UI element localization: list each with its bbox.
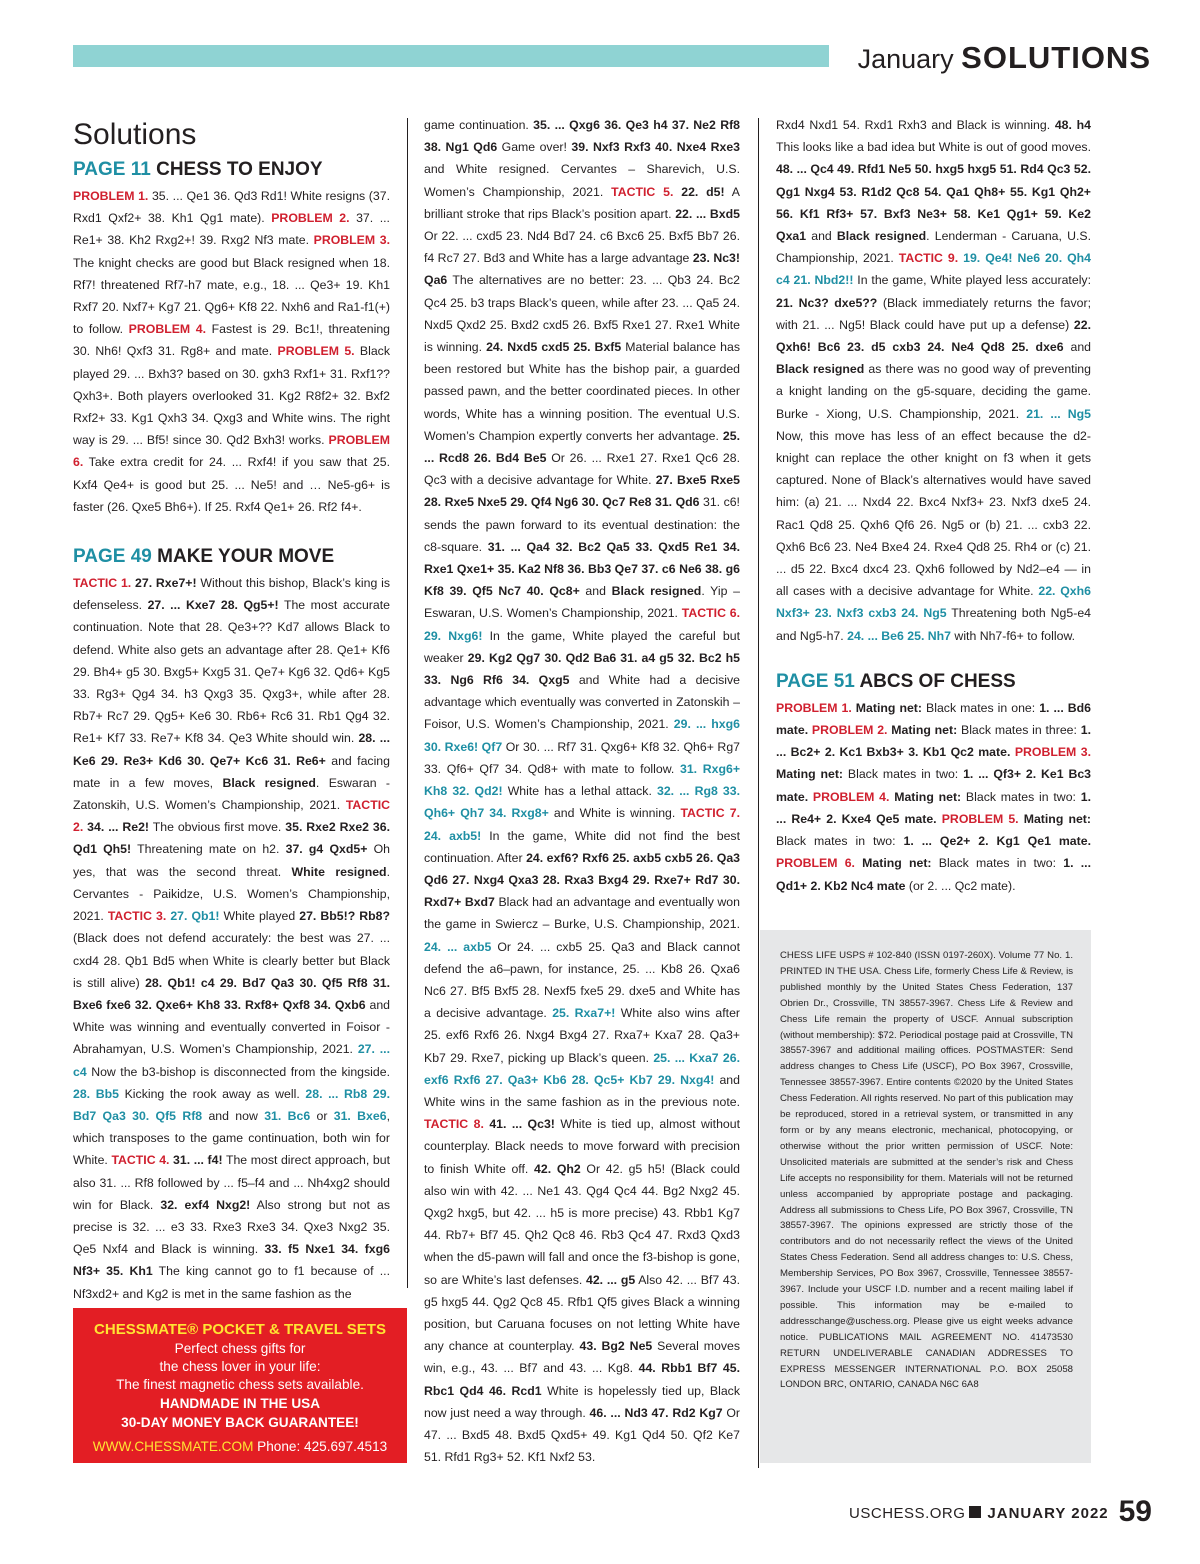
footer-issue: JANUARY 2022 xyxy=(987,1505,1109,1522)
annotation-text: and facing mate in a few moves, xyxy=(73,753,390,790)
footer-site: USCHESS.ORG xyxy=(849,1505,966,1522)
move-text: 44. Rbb1 Bf7 45. Rbc1 Qd4 46. Rcd1 xyxy=(424,1361,740,1398)
move-text: 27. ... Kxe7 28. Qg5+! xyxy=(147,598,279,613)
move-text: 34. ... Re2! xyxy=(83,820,150,835)
annotation-text: The most direct approach, but also 31. ... Rf8 followed by ... f5–f4 and ... Nh4xg2 should win for Black. xyxy=(73,1153,390,1212)
annotation-text: A brilliant stroke that rips Black’s position apart. xyxy=(424,184,740,221)
move-text: Mating net: xyxy=(854,856,932,871)
annotation-text: White is hopelessly tied up, Black now just need a way through. xyxy=(424,1383,740,1420)
move-text: 22. ... Bxd5 xyxy=(675,206,740,221)
annotation-text: Also strong but not as precise is 32. ... e3 33. Rxe3 Rxe3 34. Qxe3 Nxg2 35. Qe5 Nxf4 and Black is winning. xyxy=(73,1197,390,1257)
solution-label: TACTIC 5. xyxy=(611,184,674,199)
move-text: 41. ... Qc3! xyxy=(483,1117,555,1132)
move-text: 27. Rxe7+! xyxy=(131,576,197,591)
annotation-text: . Eswaran - Zatonskih, U.S. Women’s Championship, 2021. xyxy=(73,775,391,813)
move-text: 24. Nxd5 cxd5 25. Bxf5 xyxy=(486,340,622,355)
move-text: 28. ... Ke6 29. Re3+ Kd6 30. Qe7+ Kc6 31. Re6+ xyxy=(73,731,391,768)
move-text: 32. exf4 Nxg2! xyxy=(160,1197,251,1212)
move-text: 27. Bxe5 Rxe5 28. Rxe5 Nxe5 29. Qf4 Ng6 30. Qc7 Re8 31. Qd6 xyxy=(424,473,740,510)
move-text: Mating net: xyxy=(887,723,958,738)
annotation-text: Several moves win, e.g., 43. ... Bf7 and 43. ... Kg8. xyxy=(424,1339,741,1376)
annotation-text: 31. c6! sends the pawn forward to its eventual destination: the c8-square. xyxy=(424,495,740,554)
chessmate-advertisement[interactable] xyxy=(73,1308,407,1463)
move-text: 43. Bg2 Ne5 xyxy=(579,1339,653,1354)
move-text: 48. h4 xyxy=(1054,118,1091,132)
annotation-text: The most accurate continuation. Note that 28. Qe3+?? Kd7 allows Black to defend. White also gets an advantage after 28. Qe1+ Kf6 29. Bh4+ g5 30. Bxg5+ Kxg5 31. Qe7+ Kg6 32. Qd6+ Kg5 33. Rg3+ Qg4 34. h3 Qxg3 35. Qxg3+, while after 28. Rb7+ Rc7 29. Qg5+ Ke6 30. Rb6+ Rc6 31. Rb1 Qg4 32. Re1+ Kf7 33. Re7+ Kf8 34. Qe3 White should win. xyxy=(73,598,390,746)
annotation-text: and White is winning. xyxy=(548,806,681,821)
annotation-text: Or 26. ... Rxe1 27. Rxe1 Qc6 28. Qc3 with a decisive advantage for White. xyxy=(424,451,740,488)
ad-line-2: the chess lover in your life: xyxy=(159,1359,321,1374)
move-text: 35. ... Qxg6 36. Qe3 h4 37. Ne2 Rf8 38. Ng1 Qd6 xyxy=(424,118,741,155)
solution-label: TACTIC 8. xyxy=(424,1117,484,1132)
annotation-text: White played xyxy=(219,909,300,924)
move-text: Black resigned xyxy=(776,362,865,377)
page-49-number: PAGE 49 xyxy=(73,546,152,568)
annotation-text: Or 47. ... Bxd5 48. Bxd5 Qxd5+ 49. Kg1 Qd4 50. Qf2 Ke7 51. Rfd1 Rg3+ 52. Kf1 Nxf2 53. xyxy=(424,1405,740,1465)
column-1 xyxy=(73,115,390,1305)
annotation-text: Black mates in two: xyxy=(776,834,904,849)
header-color-bar xyxy=(73,45,829,67)
move-text: 1. ... Qd1+ 2. Kb2 Nc4 mate xyxy=(776,856,1091,893)
annotation-text: This looks like a bad idea but White is out of good moves. xyxy=(776,140,1091,155)
move-text: 22. Qxh6 Nxf3+ 23. Nxf3 cxb3 24. Ng5 xyxy=(776,584,1091,621)
page-49-name: MAKE YOUR MOVE xyxy=(157,546,335,568)
annotation-text: Kicking the rook away as well. xyxy=(118,1086,306,1101)
annotation-text: In the game, White did not find the best continuation. After xyxy=(424,828,740,865)
move-text: 28. Bb5 xyxy=(73,1086,119,1101)
annotation-text: Black played 29. ... Bxh3? based on 30. gxh3 Rxf1+ 31. Rxf1?? Qxh3+. Both players overlooked 31. Kg2 R8f2+ 32. Bxf2 Rxf2+ 33. Kg1 Qxh3 34. Qxg3 and White wins. The right way is 29. ... Bf5! since 30. Qd2 Bxh3! works. xyxy=(73,344,390,448)
move-text: Mating net: xyxy=(776,767,844,782)
header-month: January xyxy=(857,44,954,74)
move-text: 29. Kg2 Qg7 30. Qd2 Ba6 31. a4 g5 32. Bc2 h5 33. Ng6 Rf6 34. Qxg5 xyxy=(424,650,741,688)
annotation-text: Threatening both Ng5-e4 and Ng5-h7. xyxy=(776,606,1091,643)
annotation-text: and White resigned. Cervantes – Sharevich, U.S. Women’s Championship, 2021. xyxy=(424,162,740,199)
annotation-text: or xyxy=(310,1108,334,1123)
move-text: Black resigned xyxy=(836,229,927,244)
move-text: 27. Qb1! xyxy=(166,909,220,924)
annotation-text: The king cannot go to f1 because of ... Nf3xd2+ and Kg2 is met in the same fashion as the xyxy=(73,1264,390,1301)
move-text: 25. Rxa7+! xyxy=(552,1006,616,1021)
page-51-number: PAGE 51 xyxy=(776,670,855,692)
ad-handmade: HANDMADE IN THE USA xyxy=(159,1396,321,1411)
annotation-text: and now xyxy=(202,1108,265,1123)
annotation-text: Or 30. ... Rf7 31. Qxg6+ Kf8 32. Qh6+ Rg7 33. Qf6+ Qf7 34. Qd8+ with mate to follow. xyxy=(424,739,740,776)
solution-label: TACTIC 1. xyxy=(73,576,132,591)
ad-phone: Phone: 425.697.4513 xyxy=(253,1439,388,1454)
solution-label: TACTIC 9. xyxy=(898,251,959,266)
page-11-name: CHESS TO ENJOY xyxy=(156,159,323,180)
annotation-text: and xyxy=(806,229,837,244)
annotation-text: . Yip – Eswaran, U.S. Women’s Championship, 2021. xyxy=(424,584,740,621)
page-footer xyxy=(849,1495,1152,1531)
annotation-text: Threatening mate on h2. xyxy=(131,842,286,857)
publication-info-box xyxy=(760,930,1091,1463)
move-text: 24. exf6? Rxf6 25. axb5 cxb5 26. Qa3 Qd6 27. Nxg4 Qxa3 28. Rxa3 Bxg4 29. Rxe7+ Rd7 30. Rxd7+ Bxd7 xyxy=(424,850,741,910)
solution-label: PROBLEM 4. xyxy=(128,322,207,337)
move-text: 31. ... Qa4 32. Bc2 Qa5 33. Qxd5 Re1 34. Rxe1 Qxe1+ 35. Ka2 Nf8 36. Bb3 Qe7 37. c6 Ne6 38. g6 Kf8 39. Qf5 Nc7 40. Qc8+ xyxy=(424,539,741,599)
move-text: 19. Qe4! Ne6 20. Qh4 c4 21. Nbd2!! xyxy=(776,251,1092,288)
page-11-solutions xyxy=(73,185,390,518)
move-text: 37. g4 Qxd5+ xyxy=(285,842,368,857)
ad-guarantee: 30-DAY MONEY BACK GUARANTEE! xyxy=(121,1415,359,1430)
solution-label: PROBLEM 2. xyxy=(271,211,350,226)
annotation-text: Fastest is 29. Bc1!, threatening 30. Nh6! Qxf3 31. Rg8+ and mate. xyxy=(73,322,390,359)
move-text: 48. ... Qc4 49. Rfd1 Ne5 50. hxg5 hxg5 51. Rd4 Qc3 52. Qg1 Nxg4 53. R1d2 Qc8 54. Qa1 Qh8+ 55. Kg1 Qh2+ 56. Kf1 Rf3+ 57. Bxf3 Ne3+ 58. Ke1 Qg1+ 59. Ke2 Qxa1 xyxy=(776,162,1091,244)
column-2 xyxy=(424,114,740,1468)
solution-label: TACTIC 3. xyxy=(107,909,167,924)
move-text: Black resigned xyxy=(611,584,702,599)
annotation-text: Or 42. g5 h5! (Black could also win with 42. ... Ne1 43. Qg4 Qc4 44. Bg2 Nxg2 45. Qxg2 hxg5, but 42. ... h5 is more precise) 43. Rbb1 Kg7 44. Rb7+ Bf7 45. Qh2 Qc8 46. Rb3 Qc4 47. Rxd3 Qxd3 when the d5-pawn will fall and once the f3-bishop is gone, so are White’s last defenses. xyxy=(424,1161,740,1287)
annotation-text: Black mates in three: xyxy=(957,723,1081,738)
solution-label: PROBLEM 5. xyxy=(277,344,355,359)
solution-label: PROBLEM 1. xyxy=(73,189,149,203)
annotation-text: In the game, White played less accurately: xyxy=(853,273,1091,288)
page-51-heading xyxy=(776,667,1091,697)
move-text: 22. d5! xyxy=(673,184,725,199)
annotation-text: game continuation. xyxy=(424,118,534,132)
move-text: 1. ... Qe2+ 2. Kg1 Qe1 mate. xyxy=(903,834,1091,849)
move-text: 32. ... Rg8 33. Qh6+ Qh7 34. Rxg8+ xyxy=(424,784,741,821)
move-text: 29. Nxg6! xyxy=(424,628,483,643)
ad-line-1: Perfect chess gifts for xyxy=(174,1341,306,1356)
move-text: 31. Rxg6+ Kh8 32. Qd2! xyxy=(424,761,741,799)
move-text: 33. f5 Nxe1 34. fxg6 Nf3+ 35. Kh1 xyxy=(73,1242,390,1279)
footer-square-icon xyxy=(969,1506,981,1518)
move-text: 25. ... Kxa7 26. exf6 Rxf6 27. Qa3+ Kb6 28. Qc5+ Kb7 29. Nxg4! xyxy=(424,1050,740,1087)
annotation-text: Take extra credit for 24. ... Rxf4! if you saw that 25. Kxf4 Qe4+ is good but 25. ... Ne5! and … Ne5-g6+ is faster (26. Qxe5 Bh6+). If 25. Rxf4 Qe1+ 26. Rf2 f4+. xyxy=(73,455,390,514)
page-49-solutions-end xyxy=(776,114,1091,647)
move-text: Mating net: xyxy=(851,700,922,715)
move-text: 1. ... Re4+ 2. Kxe4 Qe5 mate. xyxy=(776,789,1091,826)
ad-title: CHESSMATE® POCKET & TRAVEL SETS xyxy=(94,1321,386,1338)
ad-contact xyxy=(73,1438,407,1456)
move-text: 39. Nxf3 Rxf3 40. Nxe4 Rxe3 xyxy=(571,140,740,155)
annotation-text: and White was winning and eventually converted in Foisor - Abrahamyan, U.S. Women’s Championship, 2021. xyxy=(73,997,391,1057)
annotation-text: Now, this move has less of an effect because the d2-knight can replace the other knight on f3 when it gets captured. None of Black’s alternatives would have saved him: (a) 21. ... Nxd4 22. Bxc4 Nxf3+ 23. Nxf3 dxe5 24. Rac1 Qd8 25. Qxh6 Qf6 26. Ng5 or (b) 21. ... cxb3 22. Qxh6 Bc6 23. Ne4 Bxe4 24. Rxe4 Qd8 25. Rh4 or (c) 21. ... d5 22. Bxc4 dxc4 23. Qxh6 followed by Nd2–e4 — in all cases with a decisive advantage for White. xyxy=(776,428,1091,599)
page-11-number: PAGE 11 xyxy=(73,159,151,180)
page-49-heading xyxy=(73,542,390,572)
publication-info-text: CHESS LIFE USPS # 102-840 (ISSN 0197-260X). Volume 77 No. 1. PRINTED IN THE USA. Chess Life, formerly Chess Life & Review, is published monthly by the United States Chess Federation, 137 Obrien Dr., Crossville, TN 38557-3967. Chess Life & Review and Chess Life remain the property of USCF. Annual subscription (without membership): $72. Periodical postage paid at Crossville, TN 38557-3967 and additional mailing offices. POSTMASTER: Send address changes to Chess Life (USCF), PO Box 3967, Crossville, Tennessee 38557-3967. Entire contents ©2020 by the United States Chess Federation. All rights reserved. No part of this publication may be reproduced, stored in a retrieval system, or transmitted in any form or by any means electronic, mechanical, photocopying, or otherwise without the prior written permission of USCF. Note: Unsolicited materials are submitted at the sender’s risk and Chess Life accepts no responsibility for them. Materials will not be returned unless accompanied by appropriate postage and packaging. Address all submissions to Chess Life, PO Box 3967, Crossville, TN 38557-3967. The opinions expressed are strictly those of the contributors and do not necessarily reflect the views of the United States Chess Federation. Send all address changes to: U.S. Chess, Membership Services, PO Box 3967, Crossville, Tennessee 38557-3967. Include your USCF I.D. number and a recent mailing label if possible. This information may be e-mailed to addresschange@uschess.org. Please give us eight weeks advance notice. PUBLICATIONS MAIL AGREEMENT NO. 41473530 RETURN UNDELIVERABLE CANADIAN ADDRESSES TO EXPRESS MESSENGER INTERNATIONAL P.O. BOX 25058 LONDON BRC, ONTARIO, CANADA N6C 6A8 xyxy=(780,950,1073,1391)
column-divider xyxy=(758,118,759,1468)
annotation-text: Now the b3-bishop is disconnected from the kingside. xyxy=(86,1064,390,1079)
annotation-text: Or 24. ... cxb5 25. Qa3 and Black cannot defend the a6–pawn, for instance, 25. ... Kb8 26. Qxa6 Nc6 27. Bf5 Bxf5 28. Nexf5 fxe5 29. dxe5 and White has a decisive advantage. xyxy=(424,939,740,1021)
page-49-solutions-continued xyxy=(424,114,740,1468)
move-text: 28. Qb1! c4 29. Bd7 Qa3 30. Qf5 Rf8 31. Bxe6 fxe6 32. Qxe6+ Kh8 33. Rxf8+ Qxf8 34. Qxb6 xyxy=(73,975,390,1012)
move-text: 31. Bxe6 xyxy=(333,1108,387,1123)
annotation-text: and xyxy=(579,584,612,599)
annotation-text: Black had an advantage and eventually won the game in Swiercz – Burke, U.S. Championship, 2021. xyxy=(424,895,740,932)
move-text: 25. ... Rcd8 26. Bd4 Be5 xyxy=(424,428,740,466)
annotation-text: as there was no good way of preventing a knight landing on the g5-square, deciding the game. Burke - Xiong, U.S. Championship, 2021. xyxy=(776,362,1091,421)
move-text: Mating net: xyxy=(889,789,962,804)
solution-label: TACTIC 6. xyxy=(681,606,741,621)
annotation-text: Black mates in two: xyxy=(931,856,1064,871)
annotation-text: Black mates in two: xyxy=(843,767,964,782)
page-title: Solutions xyxy=(73,118,197,151)
annotation-text: White is tied up, almost without counterplay. Black needs to move forward with precision to finish White off. xyxy=(424,1117,740,1176)
solution-label: PROBLEM 4. xyxy=(812,789,890,804)
move-text: 24. ... Be6 25. Nh7 xyxy=(847,628,952,643)
move-text: 31. Bc6 xyxy=(264,1108,311,1123)
page-51-solutions xyxy=(776,697,1091,897)
annotation-text: Oh yes, that was the second threat. xyxy=(73,842,391,879)
ad-line-3: The finest magnetic chess sets available. xyxy=(116,1377,364,1392)
annotation-text: Rxd4 Nxd1 54. Rxd1 Rxh3 and Black is winning. xyxy=(776,118,1055,132)
annotation-text: . Lenderman - Caruana, U.S. Championship, 2021. xyxy=(776,229,1092,266)
annotation-text: . Cervantes - Paikidze, U.S. Women’s Championship, 2021. xyxy=(73,864,390,924)
move-text: 27. ... c4 xyxy=(73,1042,390,1079)
move-text: 1. ... Bc2+ 2. Kc1 Bxb3+ 3. Kb1 Qc2 mate. xyxy=(776,723,1091,760)
annotation-text: The alternatives are no better: 23. ... Qb3 24. Bc2 Qc4 25. b3 traps Black’s queen, while after 23. ... Qa5 24. Nxd5 Qxd2 25. Bxd2 cxd5 26. Bxf5 Rxe1 27. Rxe1 White is winning. xyxy=(424,273,740,355)
solution-label: TACTIC 7. xyxy=(680,806,741,821)
annotation-text: Or 22. ... cxd5 23. Nd4 Bd7 24. c6 Bxc6 25. Bxf5 Bb7 26. f4 Rc7 27. Bd3 and White has a large advantage xyxy=(424,229,740,266)
annotation-text: and xyxy=(1063,340,1092,355)
move-text: 1. ... Qf3+ 2. Ke1 Bc3 mate. xyxy=(776,767,1091,804)
annotation-text: (or 2. ... Qc2 mate). xyxy=(905,878,1016,893)
annotation-text: with Nh7-f6+ to follow. xyxy=(951,628,1076,643)
solution-label: PROBLEM 6. xyxy=(73,433,390,470)
move-text: 35. Rxe2 Rxe2 36. Qd1 Qh5! xyxy=(73,820,391,857)
move-text: 42. Qh2 xyxy=(534,1161,581,1176)
move-text: 31. ... f4! xyxy=(169,1153,223,1168)
move-text: White resigned xyxy=(291,864,387,879)
solution-label: PROBLEM 6. xyxy=(776,856,855,871)
solution-label: PROBLEM 5. xyxy=(941,811,1019,826)
annotation-text: Material balance has been restored but White has the bishop pair, a guarded passed pawn, and the better coordinated pieces. In other words, White has a winning position. The eventual U.S. Women’s Champion expertly converts her advantage. xyxy=(424,340,740,443)
annotation-text: Black mates in one: xyxy=(922,700,1040,715)
annotation-text: The knight checks are good but Black resigned when 18. Rf7! threatened Rf7-h7 mate, e.g., 18. ... Qe3+ 19. Kh1 Rxf7 20. Nxf7+ Kg7 21. Qg6+ Kf8 22. Nxh6 and Ra1-f1(+) to follow. xyxy=(73,255,390,337)
page-number: 59 xyxy=(1118,1495,1152,1528)
move-text: 21. Nc3? dxe5?? xyxy=(776,295,878,310)
annotation-text: In the game, White played the careful but weaker xyxy=(424,628,740,665)
column-3 xyxy=(776,114,1091,897)
solution-label: PROBLEM 3. xyxy=(313,233,390,248)
page-11-heading xyxy=(73,155,390,185)
solution-label: PROBLEM 1. xyxy=(776,700,852,715)
move-text: 23. Nc3! Qa6 xyxy=(424,251,740,288)
move-text: 21. ... Ng5 xyxy=(1026,406,1091,421)
move-text: 28. ... Rb8 29. Bd7 Qa3 30. Qf5 Rf8 xyxy=(73,1086,390,1123)
move-text: 29. ... hxg6 30. Rxe6! Qf7 xyxy=(424,717,740,754)
running-header xyxy=(858,38,1151,79)
page-51-name: ABCS OF CHESS xyxy=(859,670,1016,692)
solution-label: TACTIC 2. xyxy=(73,798,390,835)
annotation-text: and White had a decisive advantage which eventually was converted in Zatonskih – Foisor, U.S. Women’s Championship, 2021. xyxy=(424,673,740,732)
annotation-text: , which transposes to the game continuation, both win for White. xyxy=(73,1108,390,1168)
header-section: SOLUTIONS xyxy=(961,40,1151,75)
annotation-text: Without this bishop, Black’s king is defenseless. xyxy=(73,576,390,613)
solution-label: TACTIC 4. xyxy=(111,1153,170,1168)
annotation-text: White also wins after 25. exf6 Rxf6 26. Nxg4 Bxg4 27. Rxa7+ Kxa7 28. Qa3+ Kb7 29. Rxe7, picking up Black’s queen. xyxy=(424,1006,741,1065)
column-divider xyxy=(407,118,408,1288)
annotation-text: Black mates in two: xyxy=(961,789,1081,804)
solution-label: PROBLEM 3. xyxy=(1014,745,1091,760)
annotation-text: (Black does not defend accurately: the best was 27. ... cxd4 28. Qb1 Bd5 when White is clearly better but Black is still alive) xyxy=(73,931,390,990)
move-text: 46. ... Nd3 47. Rd2 Kg7 xyxy=(589,1405,723,1420)
annotation-text: The obvious first move. xyxy=(149,820,286,835)
annotation-text: Game over! xyxy=(497,140,572,155)
annotation-text: 37. ... Re1+ 38. Kh2 Rxg2+! 39. Rxg2 Nf3 mate. xyxy=(73,211,390,248)
annotation-text: and White wins in the same fashion as in the previous note. xyxy=(424,1072,740,1109)
annotation-text: White has a lethal attack. xyxy=(502,784,657,799)
move-text: Mating net: xyxy=(1018,811,1091,826)
move-text: 24. ... axb5 xyxy=(424,939,492,954)
annotation-text: (Black immediately returns the favor; with 21. ... Ng5! Black could have put up a defense) xyxy=(776,295,1091,332)
ad-website-link[interactable]: WWW.CHESSMATE.COM xyxy=(92,1439,254,1454)
annotation-text: Also 42. ... Bf7 43. g5 hxg5 44. Qg2 Qc8 45. Rfb1 Qf5 gives Black a winning position, but Caruana focuses on not letting White have any chance at counterplay. xyxy=(424,1272,740,1354)
move-text: 42. ... g5 xyxy=(586,1272,636,1287)
annotation-text: 35. ... Qe1 36. Qd3 Rd1! White resigns (37. Rxd1 Qxf2+ 38. Kh1 Qg1 mate). xyxy=(73,189,390,226)
solution-label: PROBLEM 2. xyxy=(811,723,888,738)
move-text: 1. ... Bd6 mate. xyxy=(776,700,1091,738)
page-49-solutions xyxy=(73,572,390,1305)
move-text: Black resigned xyxy=(222,775,316,790)
move-text: 22. Qxh6! Bc6 23. d5 cxb3 24. Ne4 Qd8 25. dxe6 xyxy=(776,317,1091,355)
move-text: 27. Bb5!? Rb8? xyxy=(299,909,390,924)
move-text: 24. axb5! xyxy=(424,828,482,843)
